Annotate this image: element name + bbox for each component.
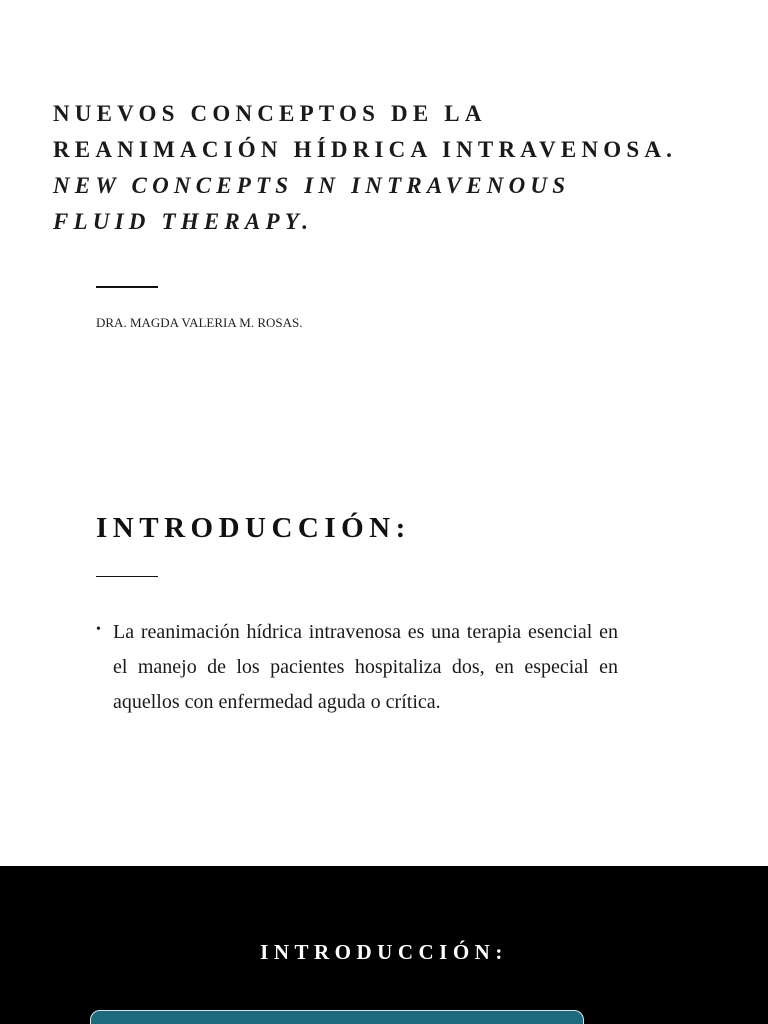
intro-slide-dark	[0, 866, 768, 1024]
slide2-heading: INTRODUCCIÓN:	[260, 940, 508, 964]
intro-heading: INTRODUCCIÓN:	[96, 512, 411, 544]
intro-bullet-list	[96, 615, 618, 720]
intro-divider	[96, 576, 158, 577]
title-block	[53, 96, 753, 240]
author-divider	[96, 286, 158, 288]
title-spanish-line-1: NUEVOS CONCEPTOS DE LA	[53, 101, 487, 126]
title-english-line-1: NEW CONCEPTS IN INTRAVENOUS	[53, 173, 571, 198]
bullet-text: La reanimación hídrica intravenosa es una terapia esencial en el manejo de los pacientes hospitaliza dos, en especial en aquellos con enfermedad aguda o crítica.	[113, 621, 618, 713]
teal-content-box	[90, 1010, 584, 1024]
author-name: DRA. MAGDA VALERIA M. ROSAS.	[96, 315, 303, 330]
list-item	[96, 615, 618, 720]
title-spanish-line-2: REANIMACIÓN HÍDRICA INTRAVENOSA.	[53, 137, 678, 162]
bullet-marker: •	[96, 622, 101, 637]
title-english-line-2: FLUID THERAPY.	[53, 209, 314, 234]
